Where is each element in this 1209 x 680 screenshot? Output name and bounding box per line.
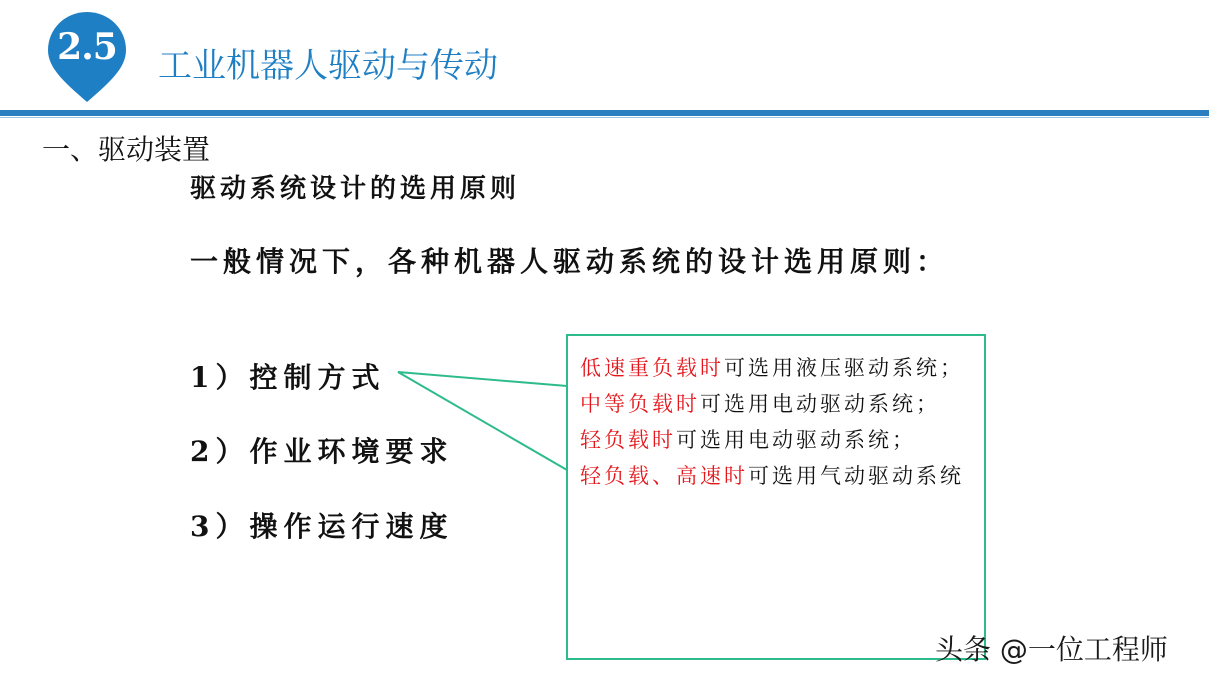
- callout-result: 可选用电动驱动系统；: [676, 428, 916, 452]
- watermark: 头条 @一位工程师: [935, 633, 1168, 666]
- list-item-environment: 2）作业环境要求: [190, 435, 454, 468]
- badge-number: 2.5: [57, 26, 117, 68]
- callout-condition: 轻负载、高速时: [580, 464, 748, 488]
- callout-rule-3: [580, 422, 972, 458]
- callout-rule-4: [580, 458, 972, 494]
- callout-result: 可选用气动驱动系统: [748, 464, 964, 488]
- callout-result: 可选用电动驱动系统；: [700, 392, 940, 416]
- intro-paragraph: 一般情况下，各种机器人驱动系统的设计选用原则：: [190, 245, 950, 278]
- subtitle: 驱动系统设计的选用原则: [190, 174, 521, 204]
- callout-result: 可选用液压驱动系统；: [724, 356, 964, 380]
- list-item-speed: 3）操作运行速度: [190, 510, 454, 543]
- list-item-control-mode: 1）控制方式: [190, 361, 386, 394]
- callout-rule-1: [580, 350, 972, 386]
- callout-condition: 中等负载时: [580, 392, 700, 416]
- callout-rule-2: [580, 386, 972, 422]
- section-heading: 一、驱动装置: [42, 133, 211, 166]
- callout-condition: 低速重负载时: [580, 356, 724, 380]
- callout-box: [566, 334, 986, 660]
- callout-condition: 轻负载时: [580, 428, 676, 452]
- page-title: 工业机器人驱动与传动: [158, 46, 498, 86]
